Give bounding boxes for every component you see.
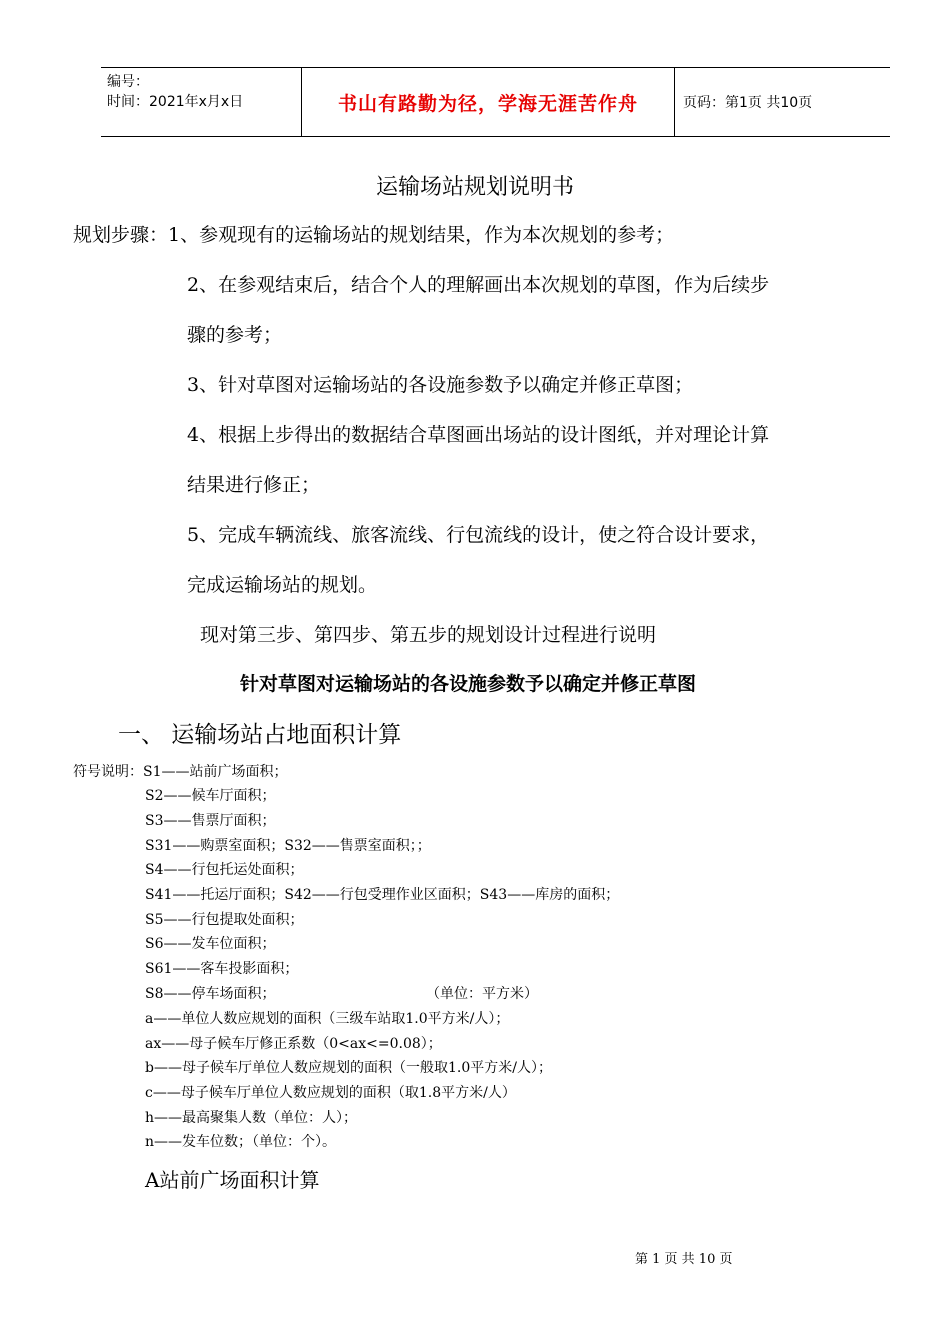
symbol-line: ax——母子候车厅修正系数（0<ax<=0.08）； xyxy=(145,1036,442,1052)
symbol-line: 符号说明：S1——站前广场面积； xyxy=(73,764,288,780)
symbol-line: S5——行包提取处面积； xyxy=(145,912,304,928)
header-meta xyxy=(101,68,301,136)
subsection-heading: A站前广场面积计算 xyxy=(145,1168,320,1192)
page-footer: 第 1 页 共 10 页 xyxy=(635,1252,733,1267)
bold-heading: 针对草图对运输场站的各设施参数予以确定并修正草图 xyxy=(239,673,696,695)
document-title: 运输场站规划说明书 xyxy=(375,175,574,200)
step-1: 规划步骤：1、参观现有的运输场站的规划结果，作为本次规划的参考； xyxy=(73,224,675,246)
time-label: 时间：2021年x月x日 xyxy=(107,94,244,110)
symbol-line: b——母子候车厅单位人数应规划的面积（一般取1.0平方米/人）； xyxy=(145,1060,552,1076)
header-page-info: 页码：第1页 共10页 xyxy=(683,95,813,111)
step-5-line-1: 5、完成车辆流线、旅客流线、行包流线的设计，使之符合设计要求， xyxy=(187,524,770,546)
symbol-line: S6——发车位面积； xyxy=(145,936,276,952)
process-note: 现对第三步、第四步、第五步的规划设计过程进行说明 xyxy=(200,624,657,646)
symbol-line: S2——候车厅面积； xyxy=(145,788,276,804)
section-heading: 一、 运输场站占地面积计算 xyxy=(118,722,402,748)
symbol-line: S8——停车场面积； xyxy=(145,986,276,1002)
symbol-line: h——最高聚集人数（单位：人）； xyxy=(145,1110,358,1126)
unit-note: （单位：平方米） xyxy=(426,986,538,1002)
step-2-line-1: 2、在参观结束后，结合个人的理解画出本次规划的草图，作为后续步 xyxy=(187,274,770,296)
step-4-line-2: 结果进行修正； xyxy=(187,474,321,496)
header-table xyxy=(101,67,890,137)
symbol-line: S3——售票厅面积； xyxy=(145,813,276,829)
symbol-line: S4——行包托运处面积； xyxy=(145,862,304,878)
symbol-line: S41——托运厅面积；S42——行包受理作业区面积；S43——库房的面积； xyxy=(145,887,620,903)
symbol-line: S61——客车投影面积； xyxy=(145,961,299,977)
step-3: 3、针对草图对运输场站的各设施参数予以确定并修正草图； xyxy=(187,374,694,396)
header-motto: 书山有路勤为径，学海无涯苦作舟 xyxy=(301,68,675,136)
step-2-line-2: 骤的参考； xyxy=(187,324,283,346)
symbol-line: a——单位人数应规划的面积（三级车站取1.0平方米/人）； xyxy=(145,1011,510,1027)
symbol-line: c——母子候车厅单位人数应规划的面积（取1.8平方米/人） xyxy=(145,1085,516,1101)
step-5-line-2: 完成运输场站的规划。 xyxy=(187,574,378,596)
number-label: 编号： xyxy=(107,74,149,90)
symbol-line: S31——购票室面积；S32——售票室面积；； xyxy=(145,838,431,854)
symbol-line: n——发车位数；（单位：个）。 xyxy=(145,1134,337,1150)
step-4-line-1: 4、根据上步得出的数据结合草图画出场站的设计图纸，并对理论计算 xyxy=(187,424,770,446)
